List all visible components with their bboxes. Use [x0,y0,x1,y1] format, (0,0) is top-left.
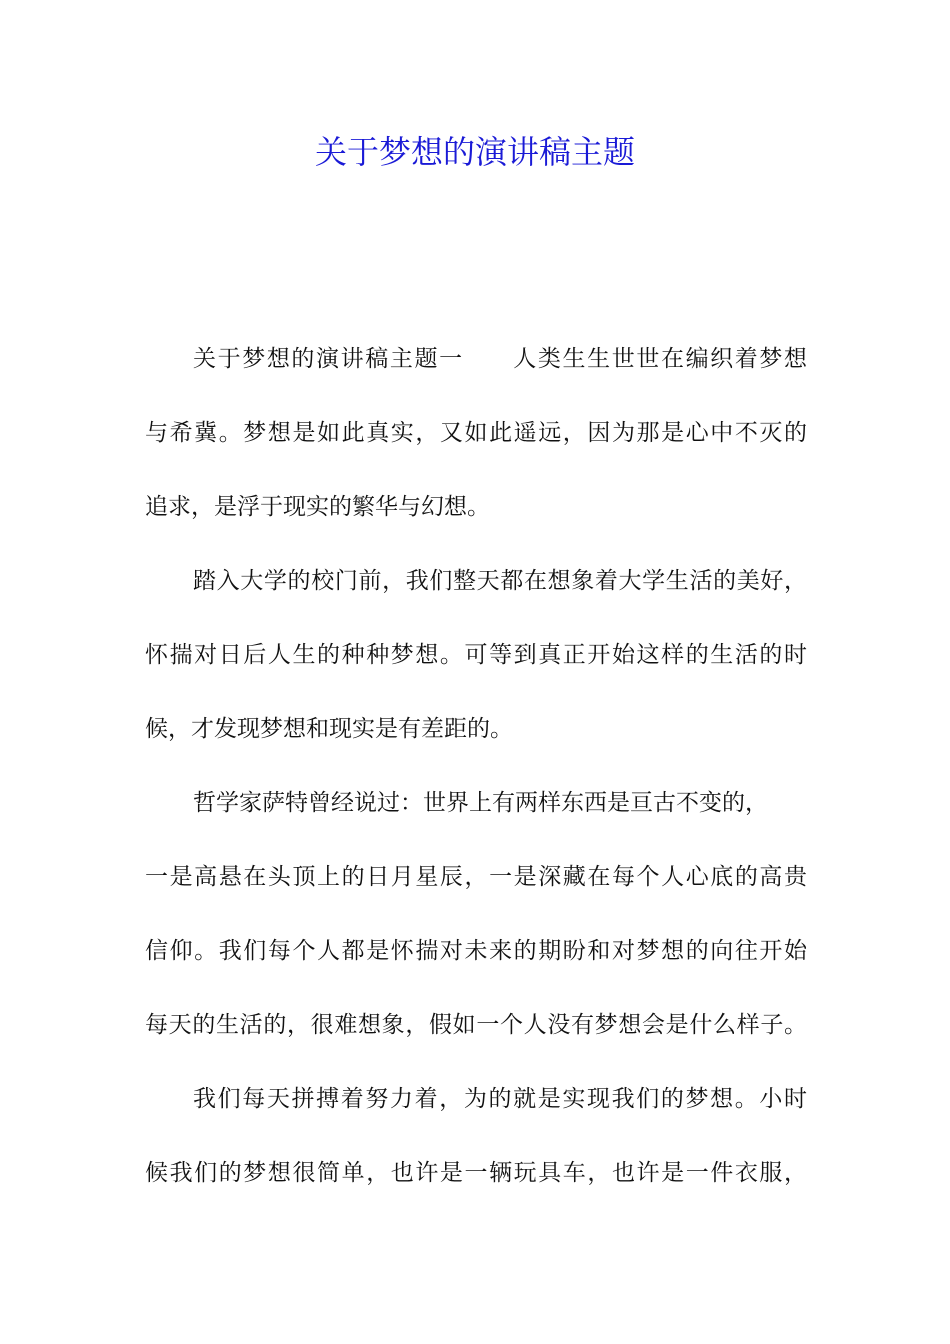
line-text: 人类生生世世在编织着梦想 [511,346,808,372]
paragraph-line: 怀揣对日后人生的种种梦想。可等到真正开始这样的生活的时 [145,642,807,668]
paragraph-line: 我们每天拼搏着努力着，为的就是实现我们的梦想。小时 [193,1086,807,1112]
paragraph-line: 一是高悬在头顶上的日月星辰，一是深藏在每个人心底的高贵 [145,864,807,890]
paragraph-line: 踏入大学的校门前，我们整天都在想象着大学生活的美好， [193,568,807,594]
document-title: 关于梦想的演讲稿主题 [314,133,635,171]
document-body [145,339,807,1227]
paragraph-line: 候，才发现梦想和现实是有差距的。 [145,716,513,742]
paragraph-line [145,339,807,413]
paragraph-line: 追求，是浮于现实的繁华与幻想。 [145,494,490,520]
paragraph-line: 候我们的梦想很简单，也许是一辆玩具车，也许是一件衣服， [145,1160,807,1186]
paragraph-line: 哲学家萨特曾经说过：世界上有两样东西是亘古不变的， [193,790,768,816]
paragraph-line: 每天的生活的，很难想象，假如一个人没有梦想会是什么样子。 [145,1012,807,1038]
paragraph-line: 与希冀。梦想是如此真实，又如此遥远，因为那是心中不灭的 [145,420,807,446]
paragraph-line: 信仰。我们每个人都是怀揣对未来的期盼和对梦想的向往开始 [145,938,807,964]
section-heading-inline: 关于梦想的演讲稿主题一 [193,346,464,372]
